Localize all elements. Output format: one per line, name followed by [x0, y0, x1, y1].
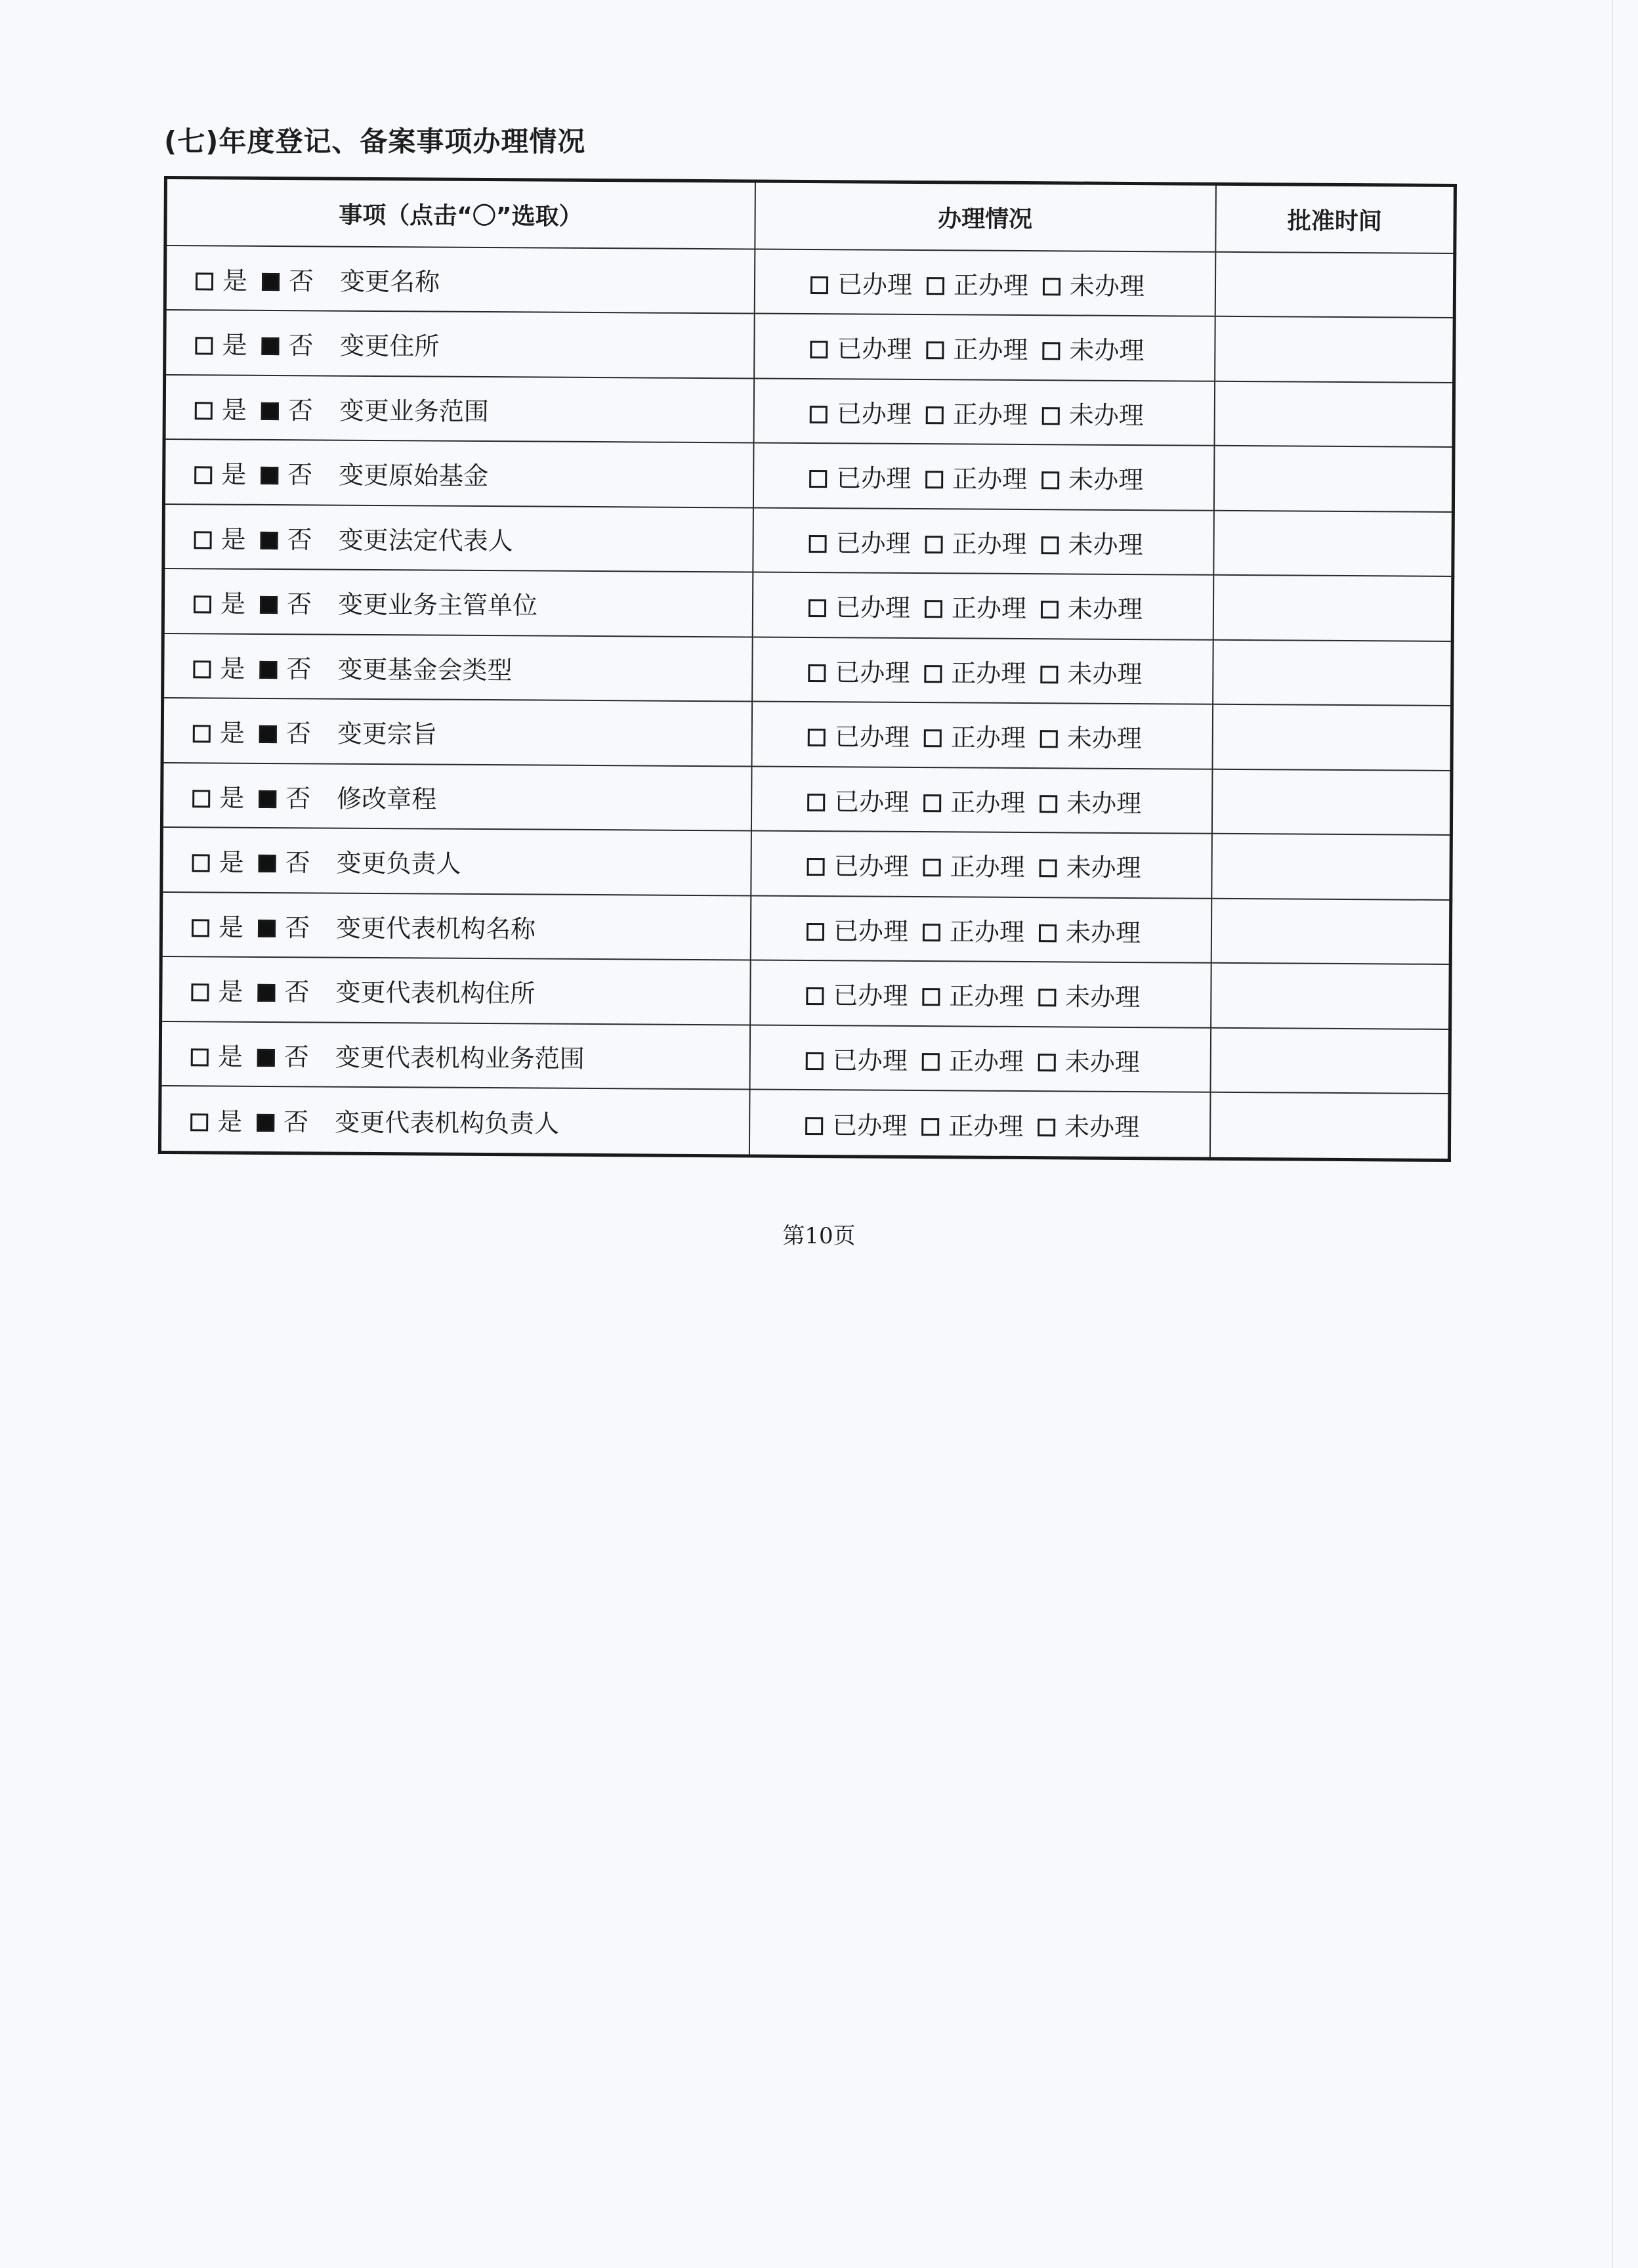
- status-not-done-label: 未办理: [1068, 400, 1144, 430]
- status-done-label: 已办理: [837, 334, 912, 364]
- item-cell: [165, 310, 755, 378]
- table-row: [161, 892, 1451, 964]
- table-row: [163, 568, 1453, 641]
- status-not-done-label: 未办理: [1069, 335, 1144, 366]
- no-checkbox-checked[interactable]: [257, 1114, 274, 1132]
- no-checkbox-checked[interactable]: [259, 725, 277, 743]
- approval-time-cell[interactable]: [1212, 704, 1452, 771]
- status-in-progress-checkbox[interactable]: [922, 1053, 940, 1071]
- table-row: [162, 698, 1452, 770]
- status-done-label: 已办理: [835, 593, 911, 623]
- no-label: 否: [284, 912, 310, 942]
- yes-checkbox[interactable]: [193, 660, 211, 678]
- item-cell: [160, 1021, 750, 1090]
- yes-checkbox[interactable]: [196, 272, 213, 290]
- item-label: 变更宗旨: [337, 719, 437, 749]
- status-cell: [750, 895, 1211, 963]
- yes-checkbox[interactable]: [195, 337, 213, 355]
- no-checkbox-checked[interactable]: [262, 273, 280, 291]
- no-checkbox-checked[interactable]: [258, 919, 276, 937]
- section-title: (七)年度登记、备案事项办理情况: [164, 125, 586, 158]
- status-done-checkbox[interactable]: [810, 276, 828, 294]
- status-in-progress-label: 正办理: [949, 916, 1025, 947]
- no-label: 否: [287, 460, 313, 490]
- status-in-progress-checkbox[interactable]: [925, 600, 942, 618]
- yes-checkbox[interactable]: [195, 402, 213, 419]
- approval-time-cell[interactable]: [1214, 381, 1454, 448]
- item-cell: [163, 568, 753, 637]
- status-in-progress-checkbox[interactable]: [925, 471, 943, 488]
- status-done-checkbox[interactable]: [808, 599, 826, 617]
- status-done-checkbox[interactable]: [806, 987, 824, 1005]
- table-row: [163, 633, 1453, 706]
- no-checkbox-checked[interactable]: [259, 790, 276, 808]
- status-done-checkbox[interactable]: [808, 664, 826, 682]
- yes-checkbox[interactable]: [191, 983, 209, 1001]
- yes-checkbox[interactable]: [191, 1048, 209, 1066]
- status-done-label: 已办理: [835, 528, 911, 558]
- status-in-progress-label: 正办理: [949, 981, 1024, 1012]
- status-in-progress-checkbox[interactable]: [924, 665, 942, 683]
- approval-time-cell[interactable]: [1209, 1092, 1450, 1160]
- status-cell: [754, 249, 1215, 316]
- status-cell: [753, 378, 1215, 446]
- page-number: 第10页: [782, 1223, 856, 1249]
- no-label: 否: [288, 266, 314, 296]
- item-label: 变更代表机构名称: [335, 913, 536, 944]
- yes-label: 是: [217, 1107, 243, 1136]
- status-in-progress-checkbox[interactable]: [924, 729, 942, 747]
- status-not-done-checkbox[interactable]: [1042, 342, 1060, 360]
- yes-checkbox[interactable]: [194, 595, 211, 613]
- status-cell: [750, 960, 1211, 1028]
- approval-time-cell[interactable]: [1211, 834, 1452, 900]
- item-label: 变更基金会类型: [337, 654, 513, 685]
- no-checkbox-checked[interactable]: [257, 1048, 275, 1066]
- item-label: 变更住所: [339, 331, 440, 361]
- item-cell: [161, 763, 751, 831]
- no-checkbox-checked[interactable]: [261, 337, 279, 355]
- yes-label: 是: [221, 395, 247, 425]
- status-not-done-checkbox[interactable]: [1040, 730, 1058, 748]
- no-label: 否: [284, 977, 310, 1007]
- item-cell: [163, 633, 753, 702]
- status-done-checkbox[interactable]: [808, 535, 826, 553]
- status-not-done-checkbox[interactable]: [1039, 859, 1057, 877]
- status-not-done-label: 未办理: [1068, 530, 1143, 559]
- no-label: 否: [284, 1042, 309, 1071]
- status-not-done-label: 未办理: [1066, 853, 1141, 883]
- yes-checkbox[interactable]: [192, 790, 210, 807]
- approval-time-cell[interactable]: [1215, 252, 1455, 318]
- status-not-done-label: 未办理: [1067, 594, 1143, 624]
- item-cell: [164, 375, 754, 443]
- table-row: [161, 827, 1452, 899]
- status-not-done-checkbox[interactable]: [1043, 278, 1060, 295]
- approval-time-cell[interactable]: [1213, 446, 1454, 512]
- header-status: 办理情况: [755, 181, 1216, 252]
- status-cell: [751, 766, 1212, 834]
- status-done-label: 已办理: [837, 270, 913, 299]
- status-in-progress-label: 正办理: [952, 464, 1028, 494]
- status-in-progress-checkbox[interactable]: [923, 794, 941, 812]
- yes-label: 是: [219, 718, 245, 748]
- status-not-done-checkbox[interactable]: [1041, 536, 1059, 554]
- item-cell: [161, 827, 751, 895]
- status-in-progress-label: 正办理: [950, 787, 1026, 817]
- status-in-progress-checkbox[interactable]: [923, 859, 940, 876]
- approval-time-cell[interactable]: [1211, 963, 1451, 1029]
- yes-checkbox[interactable]: [193, 725, 211, 742]
- status-done-checkbox[interactable]: [809, 470, 827, 488]
- item-label: 变更法定代表人: [338, 525, 513, 555]
- no-checkbox-checked[interactable]: [260, 596, 278, 614]
- approval-time-cell[interactable]: [1213, 640, 1453, 706]
- status-done-checkbox[interactable]: [807, 923, 824, 941]
- yes-label: 是: [220, 524, 246, 554]
- yes-label: 是: [219, 847, 244, 877]
- registration-table-wrapper: [158, 176, 1454, 1162]
- status-not-done-checkbox[interactable]: [1038, 1054, 1056, 1071]
- table-row: [163, 504, 1454, 576]
- status-not-done-label: 未办理: [1066, 788, 1142, 818]
- header-item: 事项（点击“〇”选取）: [165, 178, 755, 249]
- status-done-label: 已办理: [833, 916, 909, 946]
- status-in-progress-checkbox[interactable]: [922, 988, 940, 1006]
- yes-checkbox[interactable]: [194, 466, 212, 484]
- status-in-progress-checkbox[interactable]: [923, 924, 940, 941]
- yes-checkbox[interactable]: [192, 854, 210, 872]
- yes-label: 是: [222, 330, 247, 360]
- status-done-checkbox[interactable]: [807, 858, 824, 876]
- status-done-label: 已办理: [834, 722, 910, 752]
- table-body: [159, 246, 1454, 1160]
- status-not-done-checkbox[interactable]: [1040, 666, 1058, 683]
- approval-time-cell[interactable]: [1210, 1028, 1450, 1094]
- status-not-done-checkbox[interactable]: [1038, 989, 1056, 1006]
- no-checkbox-checked[interactable]: [261, 402, 279, 420]
- item-cell: [161, 892, 751, 960]
- page-edge: [1612, 0, 1613, 2268]
- status-not-done-checkbox[interactable]: [1039, 924, 1057, 942]
- approval-time-cell[interactable]: [1213, 575, 1453, 641]
- table-row: [163, 439, 1454, 511]
- status-in-progress-label: 正办理: [950, 852, 1025, 882]
- status-done-checkbox[interactable]: [805, 1117, 823, 1135]
- status-in-progress-label: 正办理: [952, 400, 1028, 429]
- status-done-checkbox[interactable]: [810, 341, 828, 358]
- table-row: [164, 375, 1454, 447]
- status-in-progress-label: 正办理: [950, 723, 1026, 753]
- status-not-done-label: 未办理: [1069, 271, 1145, 301]
- item-label: 变更业务主管单位: [337, 589, 538, 620]
- no-label: 否: [287, 395, 313, 425]
- yes-checkbox[interactable]: [190, 1113, 208, 1131]
- no-label: 否: [285, 719, 311, 748]
- yes-label: 是: [217, 1042, 243, 1071]
- item-label: 变更原始基金: [339, 460, 489, 491]
- status-in-progress-checkbox[interactable]: [921, 1118, 939, 1136]
- status-not-done-label: 未办理: [1064, 1046, 1140, 1077]
- item-cell: [162, 698, 752, 766]
- approval-time-cell[interactable]: [1211, 769, 1452, 836]
- no-label: 否: [285, 848, 310, 878]
- status-cell: [753, 443, 1214, 511]
- yes-label: 是: [220, 654, 245, 683]
- status-in-progress-label: 正办理: [948, 1046, 1024, 1076]
- status-done-checkbox[interactable]: [807, 794, 825, 811]
- no-label: 否: [287, 524, 312, 555]
- no-label: 否: [286, 589, 312, 619]
- status-in-progress-label: 正办理: [948, 1111, 1024, 1141]
- approval-time-cell[interactable]: [1211, 899, 1451, 965]
- status-in-progress-label: 正办理: [953, 270, 1029, 300]
- no-checkbox-checked[interactable]: [259, 855, 276, 872]
- yes-label: 是: [222, 266, 248, 295]
- status-not-done-label: 未办理: [1064, 1112, 1140, 1142]
- yes-label: 是: [218, 912, 244, 942]
- status-not-done-checkbox[interactable]: [1038, 1119, 1055, 1136]
- table-row: [159, 1086, 1450, 1160]
- status-cell: [752, 637, 1213, 704]
- registration-filing-table: [158, 176, 1457, 1162]
- no-checkbox-checked[interactable]: [261, 467, 278, 484]
- status-not-done-checkbox[interactable]: [1041, 601, 1059, 618]
- item-cell: [163, 504, 753, 572]
- table-row: [160, 1021, 1450, 1094]
- status-done-label: 已办理: [835, 657, 910, 687]
- item-label: 变更代表机构负责人: [335, 1107, 560, 1138]
- status-done-label: 已办理: [836, 463, 912, 494]
- item-cell: [163, 439, 753, 507]
- status-in-progress-label: 正办理: [951, 593, 1027, 624]
- status-done-checkbox[interactable]: [808, 729, 826, 746]
- status-done-label: 已办理: [834, 786, 910, 817]
- no-label: 否: [288, 331, 314, 360]
- status-cell: [753, 507, 1214, 575]
- item-label: 变更负责人: [336, 848, 461, 878]
- status-done-checkbox[interactable]: [806, 1052, 824, 1070]
- approval-time-cell[interactable]: [1213, 511, 1454, 577]
- item-cell: [165, 246, 755, 314]
- no-label: 否: [285, 783, 311, 813]
- no-checkbox-checked[interactable]: [261, 532, 278, 549]
- yes-label: 是: [220, 589, 246, 618]
- status-in-progress-label: 正办理: [953, 335, 1028, 365]
- item-label: 变更业务范围: [339, 396, 489, 426]
- no-label: 否: [286, 654, 312, 684]
- status-not-done-checkbox[interactable]: [1042, 407, 1060, 425]
- status-cell: [754, 314, 1215, 381]
- yes-checkbox[interactable]: [192, 919, 209, 937]
- status-in-progress-label: 正办理: [952, 529, 1027, 559]
- status-done-label: 已办理: [836, 398, 912, 429]
- status-done-label: 已办理: [833, 981, 908, 1011]
- no-checkbox-checked[interactable]: [259, 661, 277, 679]
- header-approval-time: 批准时间: [1215, 184, 1456, 253]
- table-header-row: [165, 178, 1456, 254]
- item-label: 修改章程: [337, 784, 437, 814]
- status-not-done-label: 未办理: [1068, 465, 1144, 495]
- status-in-progress-checkbox[interactable]: [926, 406, 944, 424]
- no-label: 否: [284, 1107, 309, 1137]
- item-label: 变更代表机构住所: [335, 977, 536, 1008]
- status-not-done-label: 未办理: [1067, 659, 1143, 689]
- status-cell: [751, 831, 1212, 899]
- status-cell: [749, 1090, 1210, 1159]
- item-label: 变更代表机构业务范围: [335, 1042, 585, 1073]
- item-label: 变更名称: [339, 267, 440, 297]
- item-cell: [161, 956, 751, 1025]
- status-not-done-checkbox[interactable]: [1040, 795, 1057, 813]
- status-done-checkbox[interactable]: [810, 406, 828, 423]
- item-cell: [159, 1086, 749, 1156]
- table-row: [161, 956, 1451, 1029]
- status-cell: [752, 572, 1213, 640]
- status-in-progress-checkbox[interactable]: [927, 277, 944, 295]
- status-in-progress-checkbox[interactable]: [926, 341, 944, 359]
- yes-label: 是: [219, 783, 245, 813]
- table-row: [161, 763, 1452, 835]
- status-not-done-checkbox[interactable]: [1041, 471, 1059, 489]
- status-cell: [751, 702, 1213, 769]
- status-done-label: 已办理: [832, 1110, 908, 1140]
- table-row: [165, 310, 1455, 382]
- status-not-done-label: 未办理: [1065, 982, 1141, 1012]
- status-in-progress-checkbox[interactable]: [925, 536, 942, 553]
- status-cell: [749, 1025, 1211, 1092]
- no-checkbox-checked[interactable]: [257, 984, 275, 1002]
- yes-checkbox[interactable]: [194, 531, 212, 549]
- status-not-done-label: 未办理: [1065, 917, 1141, 947]
- status-done-label: 已办理: [832, 1045, 908, 1075]
- yes-label: 是: [221, 460, 247, 489]
- status-in-progress-label: 正办理: [951, 658, 1026, 688]
- approval-time-cell[interactable]: [1215, 316, 1455, 383]
- status-not-done-label: 未办理: [1066, 723, 1142, 754]
- yes-label: 是: [218, 977, 243, 1006]
- status-done-label: 已办理: [833, 851, 909, 882]
- table-row: [165, 246, 1455, 318]
